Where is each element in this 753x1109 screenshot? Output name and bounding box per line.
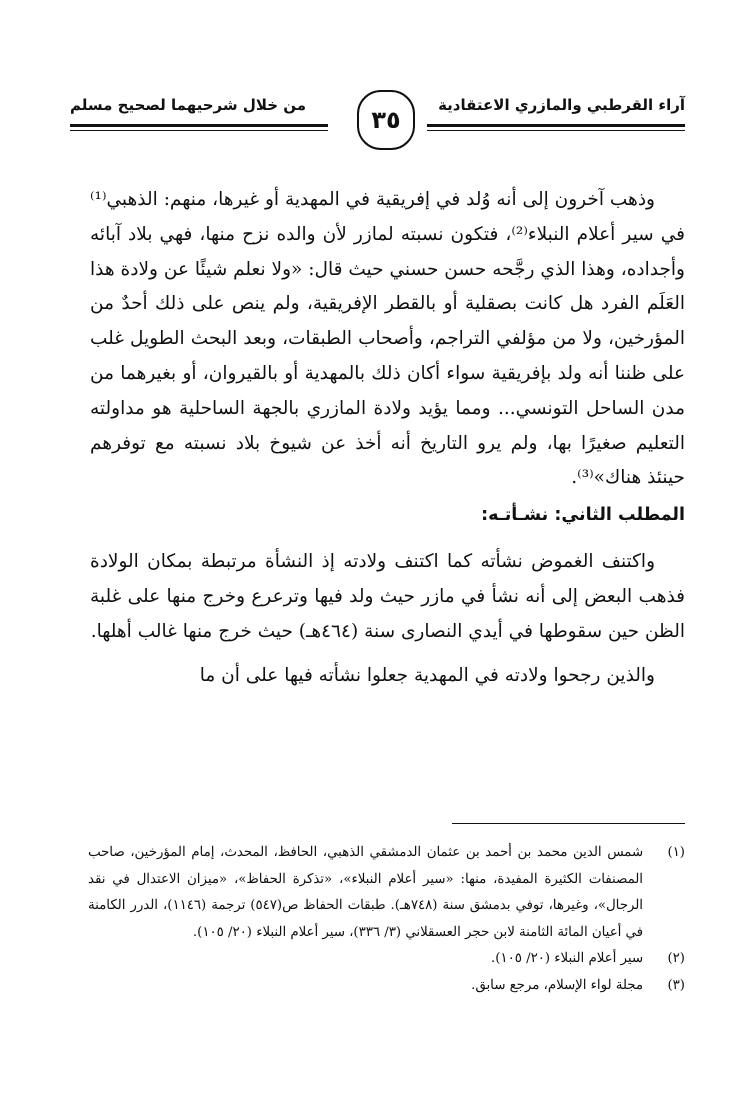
footnote-item (88, 840, 685, 946)
paragraph-birth: وذهب آخرون إلى أنه وُلد في إفريقية في المهدية أو غيرها، منهم: الذهبي⁽¹⁾ في سير أعلام النبلاء⁽²⁾، فتكون نسبته لمازر لأن والده نزح منها، فهي بلاد آبائه وأجداده، وهذا الذي رجَّحه حسن حسني حيث قال: «ولا نعلم شيئًا عن ولادة هذا العَلَم الفرد هل كانت بصقلية أو بالقطر الإفريقية، ولم ينص على ذلك أحدٌ من المؤرخين، ولا من مؤلفي التراجم، وأصحاب الطبقات، وبعد البحث الطويل غلب على ظننا أنه ولد بإفريقية سواء أكان ذلك بالمهدية أو بالقيروان، أو بغيرهما من مدن الساحل التونسي... ومما يؤيد ولادة المازري بالجهة الساحلية هو مداولته التعليم صغيرًا بها، ولم يرو التاريخ أنه أخذ عن شيوخ بلاد نسبته مع توفرهم حينئذ هناك»⁽³⁾. (90, 189, 685, 489)
footnote-text: شمس الدين محمد بن أحمد بن عثمان الدمشقي الذهبي، الحافظ، المحدث، إمام المؤرخين، صاحب المصنفات الكثيرة المفيدة، منها: «سير أعلام النبلاء»، «تذكرة الحفاظ»، «ميزان الاعتدال في نقد الرجال»، وغيرها، توفي بدمشق سنة (٧٤٨هـ). طبقات الحفاظ ص(٥٤٧) ترجمة (١١٤٦)، الدرر الكامنة في أعيان المائة الثامنة لابن حجر العسقلاني (٣/ ٣٣٦)، سير أعلام النبلاء (٢٠/ ١٠٥). (88, 845, 644, 940)
footnotes (88, 840, 685, 999)
header-divider-left (70, 124, 328, 127)
paragraph-mahdia: والذين رجحوا ولادته في المهدية جعلوا نشأته فيها على أن ما (199, 665, 655, 687)
section-heading: المطلب الثاني: نشـأتـه: (481, 505, 685, 526)
paragraph-upbringing: واكتنف الغموض نشأته كما اكتنف ولادته إذ النشأة مرتبطة بمكان الولادة فذهب البعض إلى أنه نشأ في مازر حيث ولد فيها وترعرع وخرج منها على غلبة الظن حين سقوطها في أيدي النصارى سنة (٤٦٤هـ) حيث خرج منها غالب أهلها. (90, 550, 685, 642)
running-header (70, 80, 685, 160)
footnote-text: سير أعلام النبلاء (٢٠/ ١٠٥). (491, 951, 643, 966)
main-text (90, 183, 685, 694)
footnote-number: (١) (667, 845, 685, 860)
footnote-text: مجلة لواء الإسلام، مرجع سابق. (471, 977, 643, 993)
page-number: ٣٥ (357, 90, 415, 150)
footnote-number: (٣) (667, 977, 685, 993)
footnote-divider (452, 823, 685, 824)
header-divider-right-thin (427, 130, 685, 131)
footnote-item (88, 946, 685, 973)
header-title-left: من خلال شرحيهما لصحيح مسلم (70, 96, 307, 114)
footnote-item (88, 973, 685, 1000)
header-divider-left-thin (70, 130, 328, 131)
header-title-right: آراء القرطبي والمازري الاعتقادية (438, 96, 685, 114)
footnote-number: (٢) (667, 951, 685, 966)
header-divider-right (427, 124, 685, 127)
